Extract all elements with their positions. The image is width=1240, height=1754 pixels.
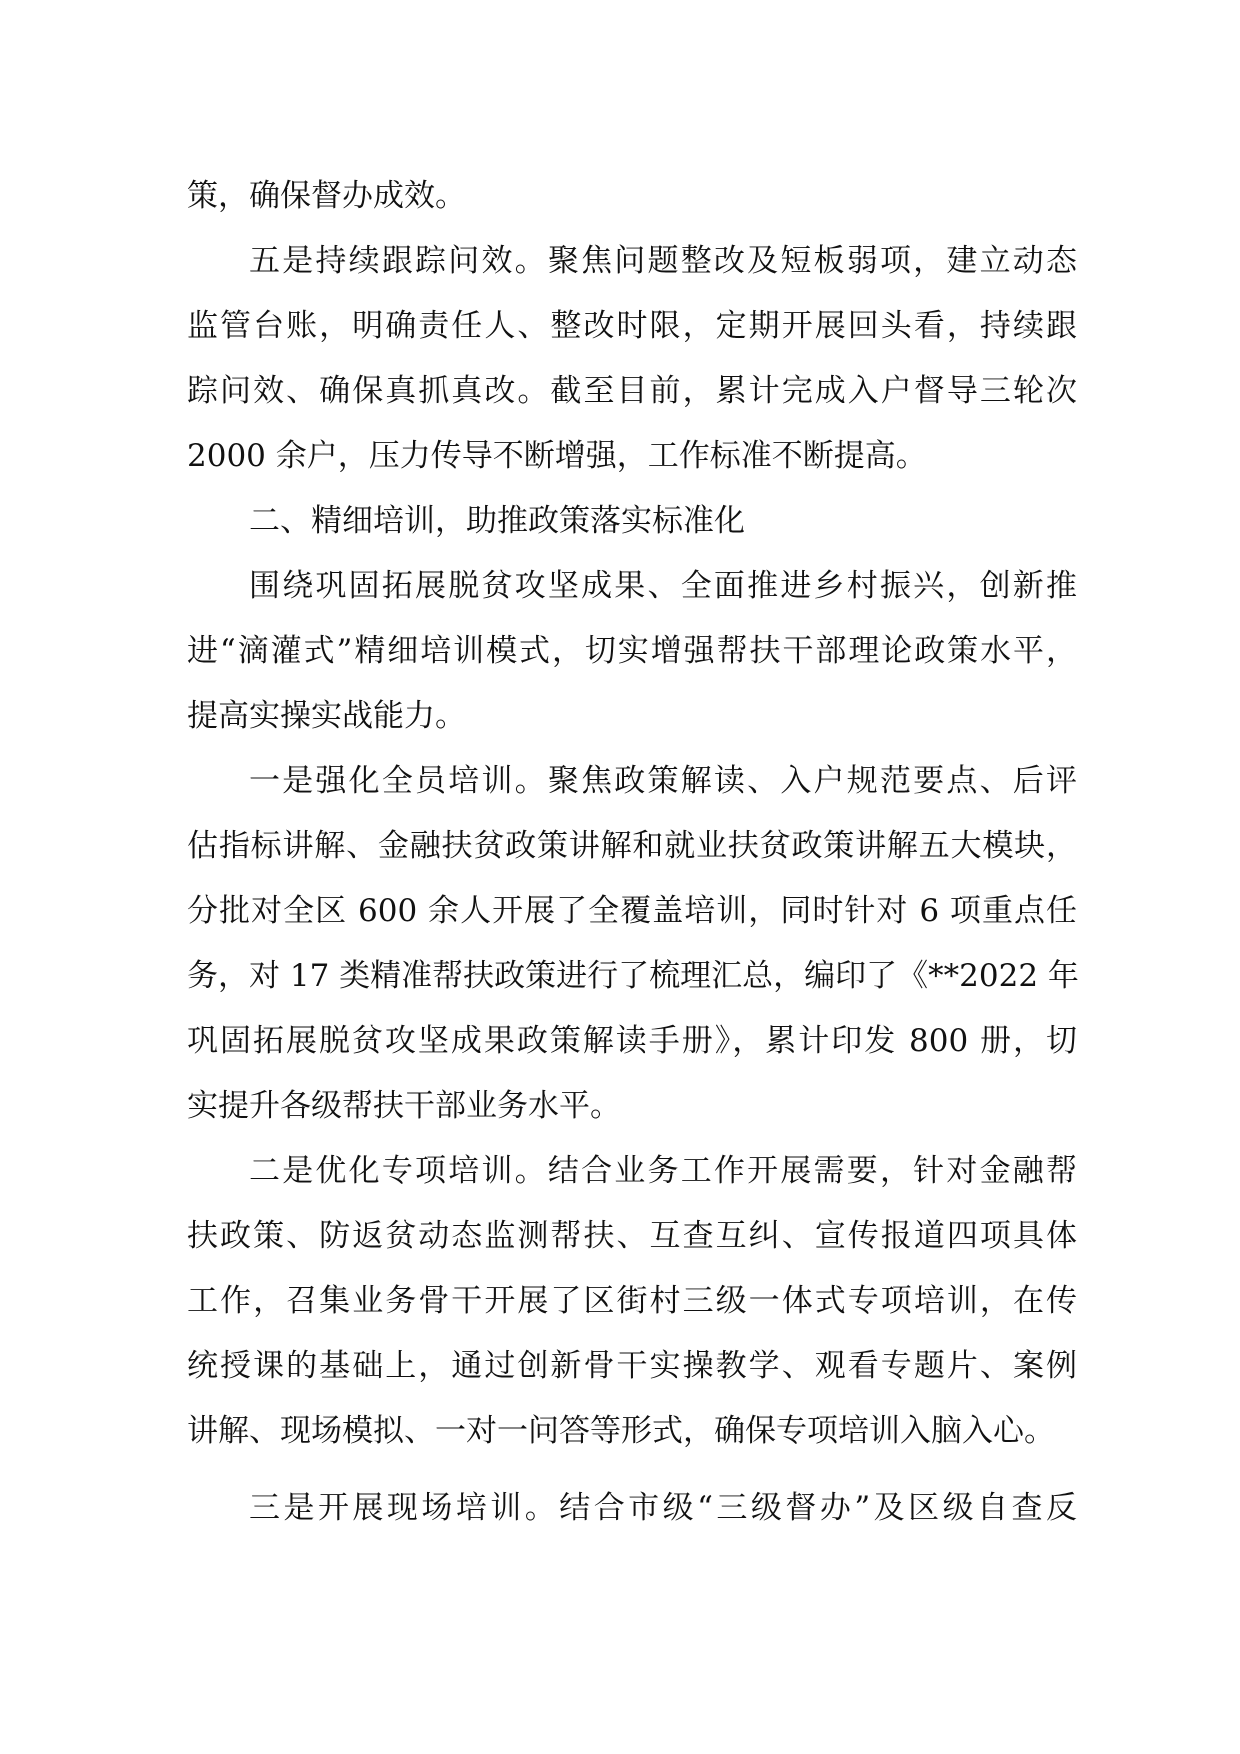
paragraph-line: 监管台账，明确责任人、整改时限，定期开展回头看，持续跟 — [187, 308, 1077, 344]
paragraph-line: 提高实操实战能力。 — [187, 698, 466, 734]
paragraph-line: 策，确保督办成效。 — [187, 178, 466, 214]
document-body — [187, 164, 1077, 1541]
paragraph-line: 统授课的基础上，通过创新骨干实操教学、观看专题片、案例 — [187, 1348, 1077, 1384]
paragraph-line: 工作，召集业务骨干开展了区街村三级一体式专项培训，在传 — [187, 1283, 1077, 1319]
paragraph-line: 二是优化专项培训。结合业务工作开展需要，针对金融帮 — [249, 1153, 1077, 1189]
paragraph-line: 进“滴灌式”精细培训模式，切实增强帮扶干部理论政策水平， — [187, 633, 1077, 669]
paragraph-line: 一是强化全员培训。聚焦政策解读、入户规范要点、后评 — [249, 763, 1077, 799]
paragraph-line: 讲解、现场模拟、一对一问答等形式，确保专项培训入脑入心。 — [187, 1413, 1055, 1449]
paragraph-line: 2000 余户，压力传导不断增强，工作标准不断提高。 — [187, 438, 927, 474]
paragraph-line: 五是持续跟踪问效。聚焦问题整改及短板弱项，建立动态 — [249, 243, 1077, 279]
section-heading: 二、精细培训，助推政策落实标准化 — [249, 503, 745, 539]
paragraph-line: 实提升各级帮扶干部业务水平。 — [187, 1088, 621, 1124]
paragraph-line: 围绕巩固拓展脱贫攻坚成果、全面推进乡村振兴，创新推 — [249, 568, 1077, 604]
paragraph-line: 务，对 17 类精准帮扶政策进行了梳理汇总，编印了《**2022 年 — [187, 958, 1079, 994]
paragraph-line: 估指标讲解、金融扶贫政策讲解和就业扶贫政策讲解五大模块， — [187, 828, 1077, 864]
paragraph-line: 分批对全区 600 余人开展了全覆盖培训，同时针对 6 项重点任 — [187, 893, 1077, 929]
paragraph-line: 三是开展现场培训。结合市级“三级督办”及区级自查反 — [249, 1490, 1077, 1526]
paragraph-line: 扶政策、防返贫动态监测帮扶、互查互纠、宣传报道四项具体 — [187, 1218, 1077, 1254]
paragraph-line: 巩固拓展脱贫攻坚成果政策解读手册》，累计印发 800 册，切 — [187, 1023, 1077, 1059]
paragraph-gap — [187, 1464, 1077, 1476]
paragraph-line: 踪问效、确保真抓真改。截至目前，累计完成入户督导三轮次 — [187, 373, 1077, 409]
